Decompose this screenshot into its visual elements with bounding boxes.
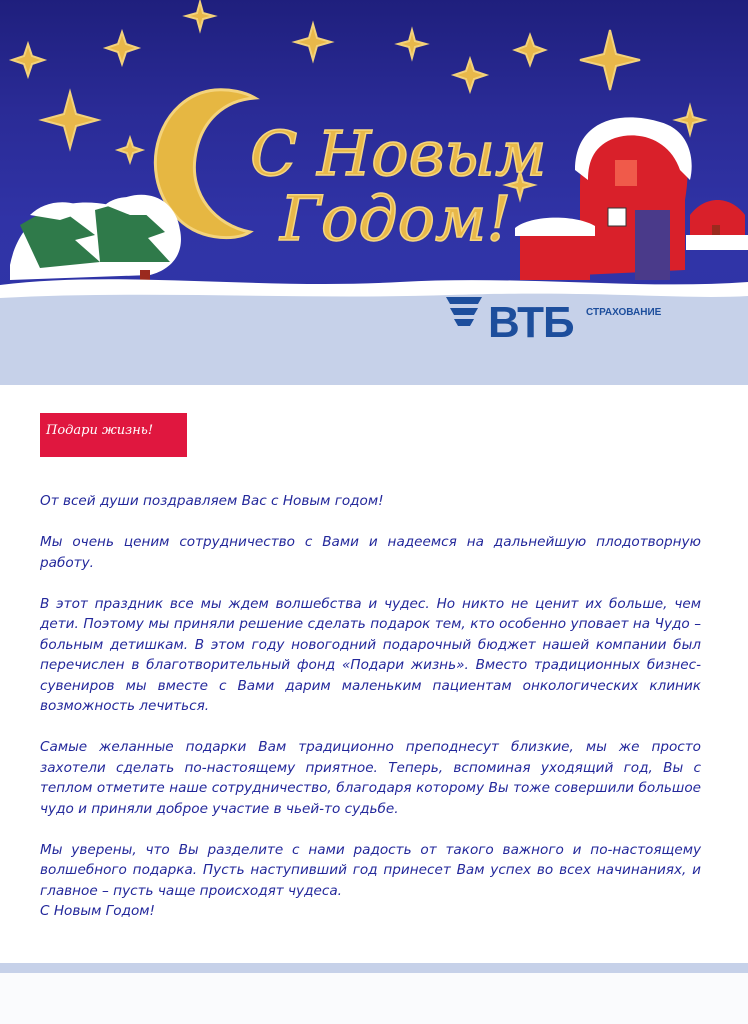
star-icon [42, 92, 98, 148]
star-icon [118, 138, 142, 162]
star-icon [580, 30, 640, 90]
star-icon [454, 59, 486, 91]
brand-name: ВТБ [488, 298, 574, 347]
paragraph-charity: В этот праздник все мы ждем волшебства и чудес. Но никто не ценит их больше, чем дети. Поэтому мы приняли решение сделать подарок тем, кто особенно уповает на Чудо – больным детишкам. В этом году новогодний подарочный бюджет нашей компании был перечислен в благотворительный фонд «Подари жизнь». Вместо традиционных бизнес-сувениров мы вместе с Вами дарим маленьким пациентам онкологических клиник возможность лечиться. [40, 595, 701, 714]
greeting-line-1: С Новым [250, 117, 547, 190]
brand-subtitle: СТРАХОВАНИЕ [586, 307, 662, 318]
footer [0, 973, 748, 1024]
closing-line: С Новым Годом! [40, 903, 155, 919]
star-icon [295, 24, 331, 60]
paragraph-greeting: От всей души поздравляем Вас с Новым годом! [40, 493, 384, 509]
greeting-lettering [250, 117, 547, 255]
red-house [515, 117, 748, 280]
paragraph-gifts: Самые желанные подарки Вам традиционно преподнесут близкие, мы же просто захотели сделать по-настоящему приятное. Теперь, вспоминая уходящий год, Вы с теплом отметите наше сотрудничество, благодаря которому Вы тоже совершили большое чудо и приняли доброе участие в чьей-то судьбе. [40, 739, 701, 817]
snowy-trees [10, 195, 181, 294]
vtb-logo [444, 293, 684, 353]
footer-band [0, 963, 748, 973]
paragraph-wishes: Мы уверены, что Вы разделите с нами радость от такого важного и по-настоящему волшебного подарка. Пусть наступивший год принесет Вам успех во всех начинаниях, и главное – пусть чаще происходят чудеса. [40, 841, 701, 899]
paragraph-cooperation: Мы очень ценим сотрудничество с Вами и надеемся на дальнейшую плодотворную работу. [40, 534, 701, 571]
star-icon [398, 30, 426, 58]
star-icon [186, 2, 214, 30]
letter-text [40, 491, 701, 922]
vtb-mark-icon [444, 293, 484, 333]
star-icon [515, 35, 545, 65]
star-icon [106, 32, 138, 64]
holiday-illustration [0, 0, 748, 315]
podari-zhizn-badge [40, 413, 187, 457]
night-scene [0, 0, 748, 315]
star-icon [12, 44, 44, 76]
star-icon [676, 106, 704, 134]
greeting-line-2: Годом! [280, 182, 512, 255]
badge-text: Подари жизнь! [46, 423, 154, 438]
